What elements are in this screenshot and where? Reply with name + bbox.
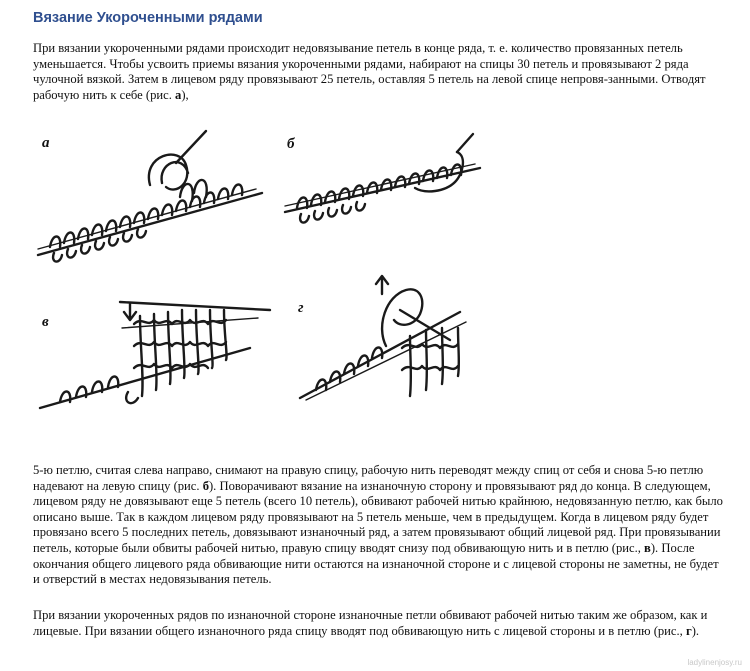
- figure-v: [30, 288, 280, 418]
- figure-a-label: а: [42, 135, 50, 151]
- paragraph-intro-end: ),: [181, 87, 189, 102]
- paragraph-method: [33, 463, 723, 588]
- paragraph-method-text-1: 5-ю петлю, считая слева направо, снимают на правую спицу, рабочую нить переводят между спиц от себя и снова 5-ю петлю надевают на левую спицу (рис.: [33, 463, 704, 493]
- figure-a: [30, 125, 270, 265]
- figure-ref-a: а: [175, 87, 182, 102]
- paragraph-method-text-2: ). Поворачивают вязание на изнаночную сторону и провязывают ряд до конца. В следующем, лицевом ряду не довязывают еще 5 петель (всего 10 петель), обвивают рабочей нитью крайнюю, недовязанную петлю, как было описано выше. Так в каждом лицевом ряду провязывают на 5 петель меньше, чем в предыдущем. Когда в лицевом ряду будет провязано всего 5 последних петель, довязывают изнаночный ряд, а затем провязывают общий лицевой ряд. При провязывании петель, которые были обвиты рабочей нитью, правую спицу вводят снизу под обвивающую нить и в петлю (рис.,: [33, 478, 723, 555]
- figure-v-drawing: [40, 302, 270, 408]
- figure-g-label: г: [298, 300, 304, 316]
- figure-b-label: б: [287, 136, 295, 152]
- figure-v-label: в: [42, 314, 49, 330]
- figure-b: [275, 130, 490, 230]
- figure-ref-g: г: [685, 623, 692, 638]
- figure-g: [290, 270, 490, 415]
- paragraph-intro-text: При вязании укороченными рядами происходит недовязывание петель в конце ряда, т. е. количество провязанных петель уменьшается. Чтобы усвоить приемы вязания укороченными рядами, набирают на спицы 30 петель и провязывают 2 ряда чулочной вязкой. Затем в лицевом ряду провязывают 25 петель, оставляя 5 петель на левой спице непровя-занными. Отводят рабочую нить к себе (рис.: [33, 41, 706, 102]
- figure-ref-b: б: [202, 478, 209, 493]
- paragraph-intro: [33, 41, 723, 103]
- watermark: ladylinenjosy.ru: [687, 658, 742, 667]
- page-title: Вязание Укороченными рядами: [33, 10, 263, 26]
- figure-b-drawing: [285, 134, 480, 223]
- paragraph-purl-end: ).: [691, 623, 700, 638]
- figure-a-drawing: [38, 131, 262, 262]
- figure-ref-v: в: [644, 540, 651, 555]
- figure-g-drawing: [300, 276, 466, 400]
- paragraph-purl-text: При вязании укороченных рядов по изнаночной стороне изнаночные петли обвивают рабочей нитью таким же образом, как и лицевые. При вязании общего изнаночного ряда спицу вводят под обвивающую нить с лицевой стороны и в петлю (рис.,: [33, 608, 708, 638]
- paragraph-purl: [33, 608, 723, 639]
- paragraph-method-text-3: ). После окончания общего лицевого ряда обвивающие нити остаются на изнаночной стороне и с лицевой стороны не заметны, не будет и отверстий в местах недовязывания петель.: [33, 540, 719, 587]
